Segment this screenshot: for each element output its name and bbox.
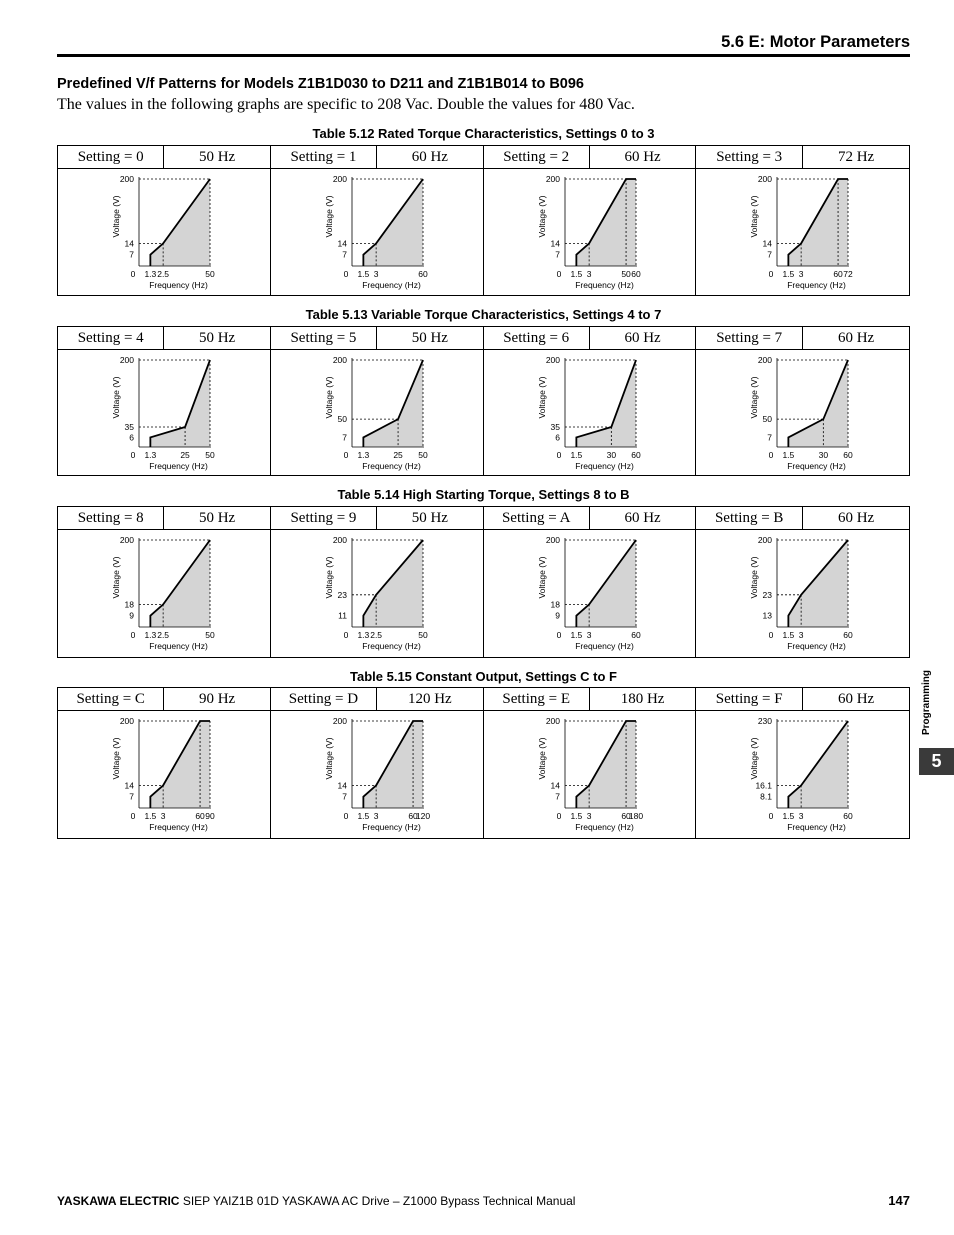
x-tick-label: 60 xyxy=(195,811,205,821)
x-tick-label: 1.3 xyxy=(144,269,157,279)
x-tick-label: 0 xyxy=(556,811,561,821)
vf-graph xyxy=(271,711,483,837)
vf-area xyxy=(777,721,848,808)
x-tick-label: 1.5 xyxy=(569,269,582,279)
x-tick-label: 0 xyxy=(343,269,349,279)
setting-header xyxy=(696,327,909,350)
y-tick-label: 200 xyxy=(332,535,347,545)
y-axis-title: Voltage (V) xyxy=(111,376,121,419)
base-frequency-label: 50 Hz xyxy=(411,329,448,346)
x-axis-title: Frequency (Hz) xyxy=(787,461,847,471)
page-number: 147 xyxy=(888,1193,910,1208)
vf-graph-cell xyxy=(271,711,484,838)
x-axis-title: Frequency (Hz) xyxy=(787,822,847,832)
vf-graph xyxy=(484,169,696,295)
y-tick-label: 35 xyxy=(550,421,560,432)
setting-label: Setting = 5 xyxy=(271,327,377,349)
setting-label: Setting = 7 xyxy=(696,327,803,349)
y-tick-label: 13 xyxy=(762,610,773,621)
x-axis-title: Frequency (Hz) xyxy=(787,641,847,651)
x-tick-label: 60 xyxy=(843,630,853,640)
setting-label: Setting = 9 xyxy=(271,507,377,529)
x-tick-label: 30 xyxy=(818,450,829,460)
vf-graph xyxy=(58,350,270,476)
x-tick-label: 1.5 xyxy=(569,811,582,821)
vf-graph-cell xyxy=(484,530,697,657)
vf-graph-cell xyxy=(58,530,271,657)
y-axis-title: Voltage (V) xyxy=(111,556,121,599)
setting-header xyxy=(696,146,909,169)
vf-area xyxy=(565,360,636,447)
x-tick-label: 3 xyxy=(373,811,379,821)
y-axis-title: Voltage (V) xyxy=(323,556,334,599)
x-tick-label: 3 xyxy=(586,630,592,640)
vf-graph xyxy=(696,169,908,295)
y-tick-label: 7 xyxy=(129,249,134,260)
vf-area xyxy=(139,540,210,627)
x-axis-title: Frequency (Hz) xyxy=(574,461,634,471)
x-tick-label: 120 xyxy=(415,811,430,821)
x-tick-label: 1.5 xyxy=(144,811,157,821)
setting-label: Setting = E xyxy=(484,688,590,710)
base-frequency-label: 60 Hz xyxy=(624,329,661,346)
base-frequency-label: 60 Hz xyxy=(837,690,875,707)
x-tick-label: 1.5 xyxy=(782,811,795,821)
y-tick-label: 18 xyxy=(124,599,134,610)
setting-header xyxy=(271,146,484,169)
x-tick-label: 0 xyxy=(556,269,561,279)
vf-table-5-13 xyxy=(57,326,910,476)
x-tick-label: 90 xyxy=(205,811,215,821)
y-axis-title: Voltage (V) xyxy=(536,737,547,780)
x-tick-label: 2.5 xyxy=(369,630,382,640)
x-tick-label: 0 xyxy=(343,450,349,460)
setting-label: Setting = 2 xyxy=(484,146,590,168)
y-axis-title: Voltage (V) xyxy=(536,376,547,419)
x-tick-label: 25 xyxy=(393,450,403,460)
table-caption-5-12: Table 5.12 Rated Torque Characteristics, Settings 0 to 3 xyxy=(312,126,655,141)
x-tick-label: 2.5 xyxy=(157,630,170,640)
vf-area xyxy=(565,540,636,627)
x-tick-label: 0 xyxy=(768,269,774,279)
setting-header xyxy=(484,327,697,350)
x-tick-label: 1.5 xyxy=(782,269,795,279)
y-tick-label: 7 xyxy=(554,249,560,260)
vf-graph-cell xyxy=(58,711,271,838)
y-tick-label: 200 xyxy=(758,355,773,365)
y-tick-label: 23 xyxy=(762,589,773,600)
x-tick-label: 2.5 xyxy=(157,269,170,279)
x-tick-label: 50 xyxy=(205,630,215,640)
side-tab-label-text: Programming xyxy=(921,669,932,735)
x-tick-label: 1.3 xyxy=(144,630,157,640)
vf-table-5-14 xyxy=(57,506,910,658)
setting-header xyxy=(58,146,271,169)
vf-graph xyxy=(271,530,483,656)
x-tick-label: 3 xyxy=(160,811,166,821)
y-axis-title: Voltage (V) xyxy=(536,195,547,238)
vf-graph xyxy=(58,530,270,656)
base-frequency-label: 50 Hz xyxy=(411,509,448,526)
setting-label: Setting = F xyxy=(696,688,803,710)
y-tick-label: 200 xyxy=(545,716,560,726)
y-tick-label: 200 xyxy=(545,174,560,184)
x-axis-title: Frequency (Hz) xyxy=(787,280,847,290)
x-tick-label: 25 xyxy=(180,450,190,460)
vf-graph-cell xyxy=(271,350,484,475)
base-frequency-label: 72 Hz xyxy=(837,148,875,165)
header-rule xyxy=(57,54,910,57)
vf-area xyxy=(139,360,210,447)
setting-label: Setting = B xyxy=(696,507,803,529)
setting-header xyxy=(696,507,909,530)
y-tick-label: 200 xyxy=(758,174,773,184)
setting-header xyxy=(696,688,909,711)
vf-area xyxy=(777,360,848,447)
y-tick-label: 14 xyxy=(550,780,560,791)
x-tick-label: 50 xyxy=(418,450,428,460)
x-tick-label: 0 xyxy=(343,811,349,821)
vf-graph-cell xyxy=(484,711,697,838)
setting-header xyxy=(58,507,271,530)
y-tick-label: 200 xyxy=(119,355,134,365)
x-tick-label: 50 xyxy=(205,450,215,460)
y-tick-label: 6 xyxy=(554,432,560,443)
x-tick-label: 60 xyxy=(418,269,428,279)
setting-label: Setting = 8 xyxy=(58,507,164,529)
y-tick-label: 7 xyxy=(129,791,134,802)
y-tick-label: 16.1 xyxy=(755,780,773,791)
vf-graph xyxy=(484,711,696,837)
x-axis-title: Frequency (Hz) xyxy=(361,641,421,651)
x-tick-label: 1.5 xyxy=(357,811,370,821)
x-axis-title: Frequency (Hz) xyxy=(149,461,208,471)
vf-graph-cell xyxy=(696,169,909,295)
table-caption-5-15: Table 5.15 Constant Output, Settings C to F xyxy=(350,669,617,684)
x-tick-label: 72 xyxy=(843,269,853,279)
vf-graph xyxy=(696,711,908,837)
x-tick-label: 60 xyxy=(630,269,641,279)
vf-graph-cell xyxy=(484,169,697,295)
base-frequency-label: 60 Hz xyxy=(837,509,875,526)
y-axis-title: Voltage (V) xyxy=(749,556,760,599)
x-tick-label: 180 xyxy=(628,811,643,821)
y-tick-label: 14 xyxy=(337,780,347,791)
vf-graph-cell xyxy=(58,169,271,295)
x-axis-title: Frequency (Hz) xyxy=(149,822,208,832)
setting-header xyxy=(271,507,484,530)
y-axis-title: Voltage (V) xyxy=(749,195,760,238)
table-caption-5-14: Table 5.14 High Starting Torque, Settings 8 to B xyxy=(337,487,630,502)
x-tick-label: 3 xyxy=(586,269,592,279)
y-tick-label: 14 xyxy=(337,238,347,249)
vf-graph xyxy=(271,169,483,295)
setting-label: Setting = 6 xyxy=(484,327,590,349)
vf-graph xyxy=(696,530,908,656)
x-tick-label: 0 xyxy=(556,450,561,460)
y-tick-label: 230 xyxy=(758,716,773,726)
base-frequency-label: 60 Hz xyxy=(837,329,875,346)
setting-label: Setting = A xyxy=(484,507,590,529)
y-tick-label: 7 xyxy=(342,249,347,260)
x-tick-label: 1.5 xyxy=(569,630,582,640)
setting-header xyxy=(271,688,484,711)
x-tick-label: 3 xyxy=(799,630,804,640)
y-tick-label: 7 xyxy=(342,791,347,802)
base-frequency-label: 50 Hz xyxy=(198,329,236,346)
x-tick-label: 3 xyxy=(586,811,592,821)
x-tick-label: 0 xyxy=(556,630,561,640)
y-tick-label: 200 xyxy=(332,355,347,365)
y-tick-label: 7 xyxy=(767,249,773,260)
y-axis-title: Voltage (V) xyxy=(749,737,760,780)
vf-graph-cell xyxy=(271,169,484,295)
y-tick-label: 11 xyxy=(337,610,347,621)
y-tick-label: 14 xyxy=(124,238,134,249)
y-tick-label: 23 xyxy=(337,589,347,600)
x-tick-label: 3 xyxy=(373,269,379,279)
vf-table-5-12 xyxy=(57,145,910,296)
y-tick-label: 50 xyxy=(762,414,773,425)
chapter-tab: 5 xyxy=(919,748,954,775)
y-tick-label: 14 xyxy=(124,780,134,791)
setting-label: Setting = 0 xyxy=(58,146,164,168)
y-tick-label: 9 xyxy=(129,610,134,621)
x-tick-label: 1.3 xyxy=(357,630,370,640)
x-tick-label: 0 xyxy=(130,269,136,279)
page-heading: Predefined V/f Patterns for Models Z1B1D030 to D211 and Z1B1B014 to B096 xyxy=(57,76,584,92)
y-tick-label: 200 xyxy=(545,535,560,545)
footer-text: SIEP YAIZ1B 01D YASKAWA AC Drive – Z1000 Bypass Technical Manual xyxy=(182,1194,576,1208)
y-tick-label: 7 xyxy=(554,791,560,802)
page-intro: The values in the following graphs are specific to 208 Vac. Double the values for 480 Vac. xyxy=(57,96,635,113)
setting-label: Setting = 1 xyxy=(271,146,377,168)
setting-header xyxy=(58,327,271,350)
x-tick-label: 60 xyxy=(620,811,631,821)
x-tick-label: 50 xyxy=(620,269,631,279)
x-tick-label: 1.5 xyxy=(357,269,370,279)
base-frequency-label: 90 Hz xyxy=(198,690,236,707)
x-axis-title: Frequency (Hz) xyxy=(361,822,421,832)
y-tick-label: 7 xyxy=(767,432,773,443)
setting-header xyxy=(58,688,271,711)
y-axis-title: Voltage (V) xyxy=(323,195,334,238)
footer xyxy=(57,1194,575,1208)
y-tick-label: 50 xyxy=(337,414,347,425)
setting-label: Setting = 3 xyxy=(696,146,803,168)
vf-graph xyxy=(696,350,908,476)
base-frequency-label: 60 Hz xyxy=(624,509,661,526)
x-tick-label: 60 xyxy=(843,811,853,821)
y-tick-label: 14 xyxy=(550,238,560,249)
y-tick-label: 200 xyxy=(545,355,560,365)
y-tick-label: 200 xyxy=(119,174,134,184)
vf-graph-cell xyxy=(484,350,697,475)
y-axis-title: Voltage (V) xyxy=(111,737,121,780)
vf-graph xyxy=(58,711,270,837)
vf-area xyxy=(352,179,423,266)
x-tick-label: 0 xyxy=(343,630,349,640)
x-tick-label: 0 xyxy=(130,630,136,640)
y-axis-title: Voltage (V) xyxy=(536,556,547,599)
y-axis-title: Voltage (V) xyxy=(749,376,760,419)
x-tick-label: 60 xyxy=(843,450,853,460)
base-frequency-label: 50 Hz xyxy=(198,148,236,165)
x-tick-label: 60 xyxy=(630,450,641,460)
x-tick-label: 0 xyxy=(768,630,774,640)
y-tick-label: 7 xyxy=(342,432,347,443)
y-axis-title: Voltage (V) xyxy=(111,195,121,238)
side-tab-label xyxy=(921,669,937,736)
setting-label: Setting = C xyxy=(58,688,164,710)
x-tick-label: 30 xyxy=(606,450,616,460)
base-frequency-label: 180 Hz xyxy=(620,690,665,707)
x-tick-label: 1.5 xyxy=(782,630,795,640)
x-tick-label: 0 xyxy=(768,811,774,821)
x-tick-label: 3 xyxy=(799,269,804,279)
setting-header xyxy=(484,507,697,530)
x-tick-label: 1.3 xyxy=(144,450,157,460)
y-tick-label: 200 xyxy=(332,174,347,184)
x-axis-title: Frequency (Hz) xyxy=(149,280,208,290)
vf-graph-cell xyxy=(696,530,909,657)
vf-graph-cell xyxy=(696,350,909,475)
x-tick-label: 60 xyxy=(630,630,641,640)
x-tick-label: 0 xyxy=(130,811,136,821)
vf-graph xyxy=(484,350,696,476)
vf-graph xyxy=(58,169,270,295)
x-tick-label: 1.5 xyxy=(569,450,582,460)
vf-graph-cell xyxy=(271,530,484,657)
setting-header xyxy=(271,327,484,350)
footer-brand: YASKAWA ELECTRIC xyxy=(57,1194,180,1208)
x-tick-label: 0 xyxy=(768,450,774,460)
y-tick-label: 8.1 xyxy=(760,791,773,802)
y-tick-label: 6 xyxy=(129,432,134,443)
x-tick-label: 60 xyxy=(408,811,418,821)
y-tick-label: 18 xyxy=(550,599,560,610)
y-tick-label: 200 xyxy=(119,716,134,726)
vf-area xyxy=(352,360,423,447)
y-axis-title: Voltage (V) xyxy=(323,737,334,780)
base-frequency-label: 60 Hz xyxy=(624,148,661,165)
vf-graph-cell xyxy=(696,711,909,838)
x-axis-title: Frequency (Hz) xyxy=(361,461,421,471)
x-axis-title: Frequency (Hz) xyxy=(574,280,634,290)
y-tick-label: 35 xyxy=(124,421,134,432)
setting-label: Setting = D xyxy=(271,688,377,710)
y-tick-label: 200 xyxy=(119,535,134,545)
x-tick-label: 3 xyxy=(799,811,804,821)
y-tick-label: 9 xyxy=(554,610,560,621)
x-tick-label: 50 xyxy=(418,630,428,640)
y-tick-label: 14 xyxy=(762,238,773,249)
y-tick-label: 200 xyxy=(758,535,773,545)
vf-graph xyxy=(271,350,483,476)
x-axis-title: Frequency (Hz) xyxy=(361,280,421,290)
setting-header xyxy=(484,146,697,169)
vf-table-5-15 xyxy=(57,687,910,839)
base-frequency-label: 120 Hz xyxy=(407,690,452,707)
x-axis-title: Frequency (Hz) xyxy=(574,822,634,832)
x-tick-label: 50 xyxy=(205,269,215,279)
base-frequency-label: 60 Hz xyxy=(411,148,448,165)
vf-area xyxy=(139,179,210,266)
y-axis-title: Voltage (V) xyxy=(323,376,334,419)
y-tick-label: 200 xyxy=(332,716,347,726)
x-tick-label: 0 xyxy=(130,450,136,460)
vf-graph-cell xyxy=(58,350,271,475)
setting-header xyxy=(484,688,697,711)
setting-label: Setting = 4 xyxy=(58,327,164,349)
x-tick-label: 1.3 xyxy=(357,450,370,460)
x-tick-label: 1.5 xyxy=(782,450,795,460)
x-tick-label: 60 xyxy=(833,269,844,279)
vf-graph xyxy=(484,530,696,656)
table-caption-5-13: Table 5.13 Variable Torque Characteristics, Settings 4 to 7 xyxy=(305,307,662,322)
section-header: 5.6 E: Motor Parameters xyxy=(721,33,910,51)
x-axis-title: Frequency (Hz) xyxy=(574,641,634,651)
x-axis-title: Frequency (Hz) xyxy=(149,641,208,651)
base-frequency-label: 50 Hz xyxy=(198,509,236,526)
